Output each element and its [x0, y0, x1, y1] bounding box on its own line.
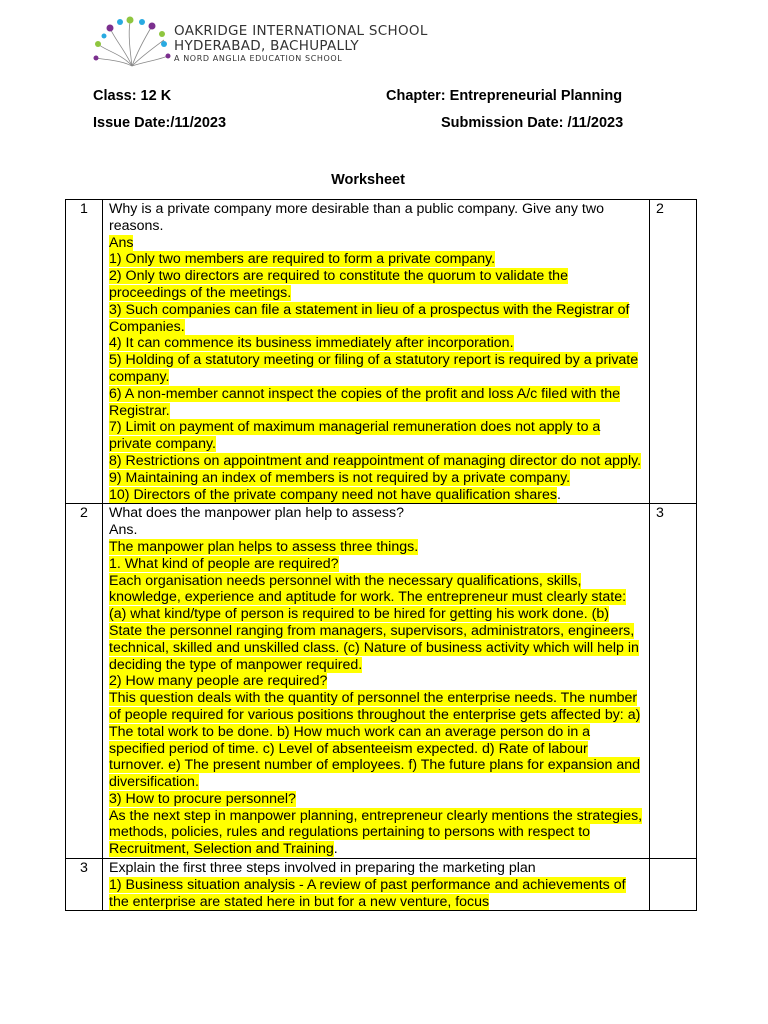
answer-line: 9) Maintaining an index of members is not required by a private company.: [109, 469, 571, 486]
question-row: [66, 200, 697, 504]
answer-line: This question deals with the quantity of personnel the enterprise needs. The number of people required for various positions throughout the enterprise gets affected by: a) The total work to be done. b) How much work can an average person do in a specified period of time. c) Level of absenteeism expected. d) Rate of labour turnover. e) The present number of employees. f) The future plans for expansion and diversification.: [109, 690, 641, 791]
question-content: [103, 504, 650, 859]
answer-line: 10) Directors of the private company need not have qualification shares: [109, 486, 557, 503]
question-row: [66, 504, 697, 859]
oak-tree-logo-icon: [92, 14, 172, 70]
answer-line: 1) Only two members are required to form a private company.: [109, 251, 496, 268]
issue-date: Issue Date:/11/2023: [93, 115, 227, 131]
answer-line: 6) A non-member cannot inspect the copies of the profit and loss A/c filed with the Registrar.: [109, 385, 621, 419]
answer-line: 1. What kind of people are required?: [109, 555, 339, 572]
school-logo: [92, 14, 472, 70]
worksheet-title: Worksheet: [331, 172, 405, 188]
answer-line: As the next step in manpower planning, entrepreneur clearly mentions the strategies, methods, policies, rules and regulations pertaining to persons with respect to Recruitment, Selection and Training: [109, 807, 643, 858]
submission-date: Submission Date: /11/2023: [441, 115, 624, 131]
question-marks: 2: [650, 200, 697, 504]
answer-line: Each organisation needs personnel with the necessary qualifications, skills, knowledge, experience and aptitude for work. The entrepreneur must clearly state: (a) what kind/type of person is required to be hired for getting his work done. (b) State the personnel ranging from managers, supervisors, administrators, engineers, technical, skilled and unskilled class. (c) Nature of business activity which will help in deciding the type of manpower required.: [109, 572, 639, 673]
answer-line: 3) Such companies can file a statement in lieu of a prospectus with the Registrar of Companies.: [109, 301, 630, 335]
question-text: Why is a private company more desirable than a public company. Give any two reasons.: [109, 201, 604, 234]
school-name: OAKRIDGE INTERNATIONAL SCHOOL HYDERABAD, BACHUPALLY: [174, 23, 428, 54]
question-number: 1: [66, 200, 103, 504]
question-marks: [650, 859, 697, 911]
answer-line: 3) How to procure personnel?: [109, 790, 296, 807]
question-marks: 3: [650, 504, 697, 859]
answer-line: 2) How many people are required?: [109, 673, 328, 690]
class-label: Class: 12 K: [93, 88, 172, 104]
question-number: 3: [66, 859, 103, 911]
answer-line: 2) Only two directors are required to constitute the quorum to validate the proceedings of the meetings.: [109, 268, 568, 301]
question-content: [103, 859, 650, 911]
answer-label: Ans.: [109, 522, 138, 539]
question-text: What does the manpower plan help to assess?: [109, 505, 404, 522]
answer-line: The manpower plan helps to assess three things.: [109, 538, 419, 555]
worksheet-table: [65, 199, 697, 911]
answer-line: 7) Limit on payment of maximum managerial remuneration does not apply to a private company.: [109, 419, 601, 453]
answer-line: 4) It can commence its business immediately after incorporation.: [109, 335, 514, 352]
question-number: 2: [66, 504, 103, 859]
answer-label: Ans: [109, 234, 134, 251]
question-text: Explain the first three steps involved in preparing the marketing plan: [109, 860, 536, 877]
chapter-label: Chapter: Entrepreneurial Planning: [386, 88, 623, 104]
answer-line: 1) Business situation analysis - A review of past performance and achievements of the enterprise are stated here in but for a new venture, focus: [109, 876, 626, 910]
answer-trailing: .: [556, 486, 561, 503]
question-content: [103, 200, 650, 504]
question-row: [66, 859, 697, 911]
answer-line: 8) Restrictions on appointment and reappointment of managing director do not apply.: [109, 452, 642, 469]
answer-line: 5) Holding of a statutory meeting or filing of a statutory report is required by a private company.: [109, 352, 639, 385]
answer-trailing: .: [333, 841, 338, 858]
school-tagline: A NORD ANGLIA EDUCATION SCHOOL: [174, 54, 343, 63]
